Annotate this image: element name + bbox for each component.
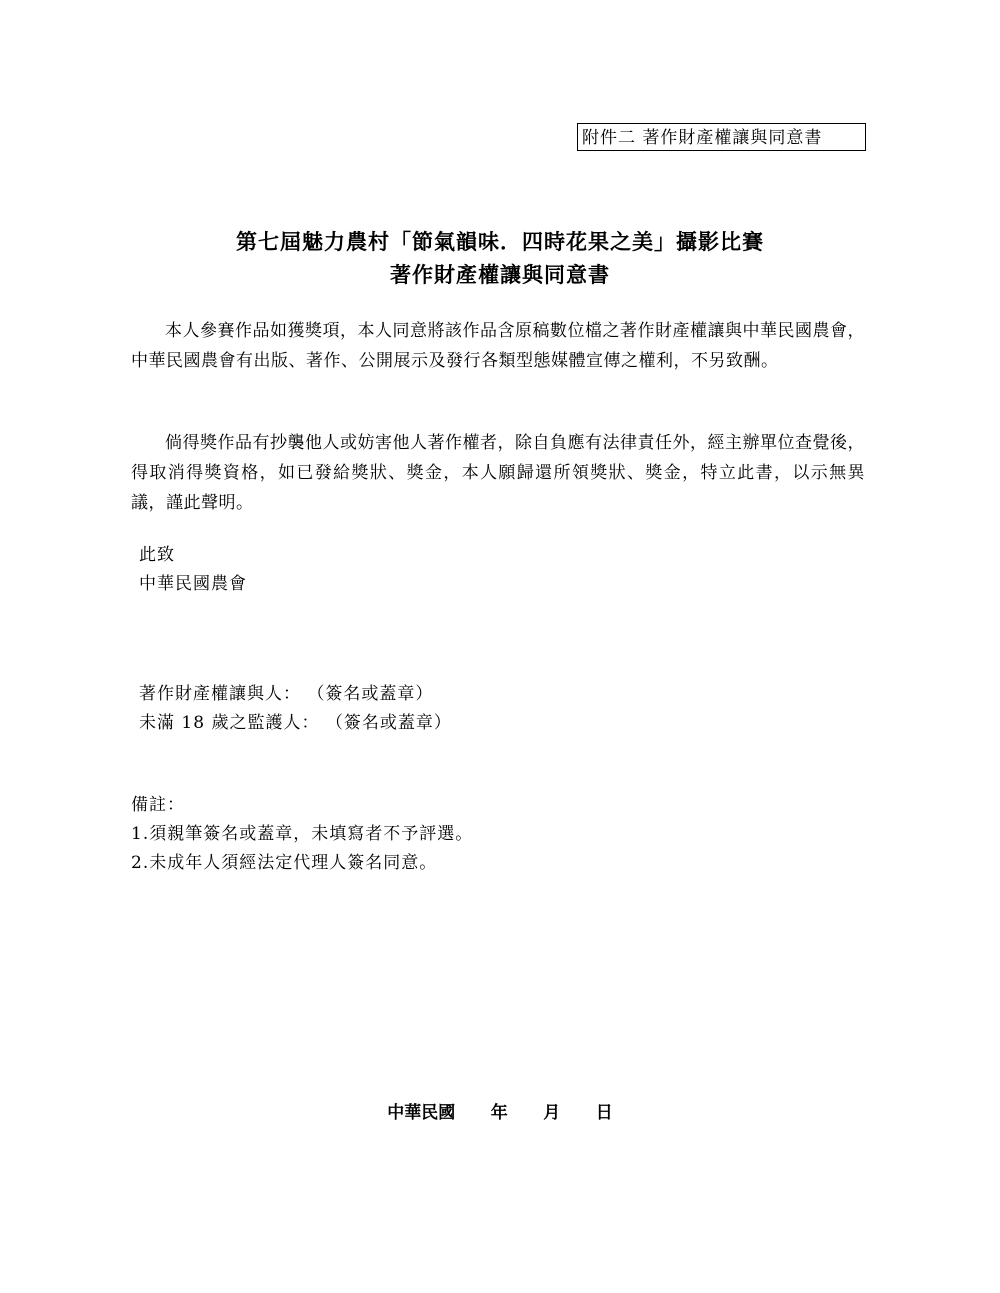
note-item: 2.未成年人須經法定代理人簽名同意。: [131, 853, 438, 873]
plagiarism-paragraph: 倘得獎作品有抄襲他人或妨害他人著作權者，除自負應有法律責任外，經主辦單位查覺後，得取消得獎資格，如已發給獎狀、獎金，本人願歸還所領獎狀、獎金，特立此書，以示無異議，謹此聲明。: [131, 433, 865, 513]
annex-label: 附件二 著作財產權讓與同意書: [577, 123, 866, 151]
recipient-line: 中華民國農會: [139, 574, 247, 594]
document-subtitle: 著作財產權讓與同意書: [390, 262, 610, 287]
note-item: 1.須親筆簽名或蓋章，未填寫者不予評選。: [131, 824, 474, 844]
assignor-signature-line: 著作財產權讓與人： （簽名或蓋章）: [139, 684, 434, 704]
date-line: 中華民國 年 月 日: [387, 1103, 613, 1123]
consent-paragraph: 本人參賽作品如獲獎項，本人同意將該作品含原稿數位檔之著作財產權讓與中華民國農會，中華民國農會有出版、著作、公開展示及發行各類型態媒體宣傳之權利，不另致酬。: [131, 321, 865, 371]
guardian-signature-line: 未滿 18 歲之監護人： （簽名或蓋章）: [139, 713, 452, 733]
notes-heading: 備註：: [131, 795, 185, 815]
salutation-line: 此致: [139, 545, 175, 565]
document-title: 第七屆魅力農村「節氣韻味．四時花果之美」攝影比賽: [236, 229, 764, 254]
